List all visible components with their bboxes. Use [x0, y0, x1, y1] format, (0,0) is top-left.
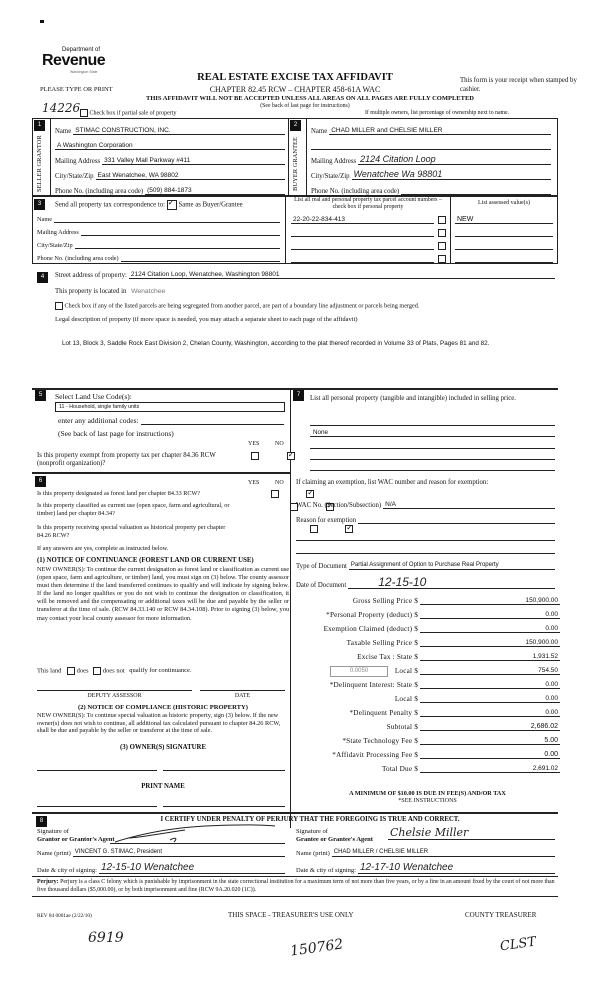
- exempt-question: Is this property exempt from property tax per chapter 84.36 RCW (nonprofit organization)?: [37, 452, 216, 467]
- gross-selling-price[interactable]: 150,900.00: [420, 597, 560, 605]
- amount-row: Local $ 0.00: [394, 695, 558, 703]
- please-type: PLEASE TYPE OR PRINT: [40, 86, 113, 93]
- land-use-see-back: (See back of last page for instructions): [58, 429, 174, 438]
- amount-row: Subtotal $ 2,686.02: [386, 723, 558, 731]
- notice-1-text: NEW OWNER(S): To continue the current designation as forest land or classification as current use (open space, farm and agriculture, or timber) land, you must sign on (3) below. The county assessor must then determine if the land transferred continues to qualify and will indicate by signing below. If the land no longer qualifies or you do not wish to continue the designation or classification, it will be removed and the compensating or additional taxes will be due and payable by the seller or transferor at the time of sale. (RCW 84.33.140 or RCW 84.34.108). Prior to signing (3) below, you may contact your local county assessor for more information.: [37, 566, 289, 622]
- wac-input[interactable]: N/A: [383, 501, 555, 509]
- personal-property-deduct[interactable]: 0.00: [420, 611, 560, 619]
- multiple-owners: If multiple owners, list percentage of ownership next to name.: [365, 110, 510, 116]
- assessed-value[interactable]: [455, 255, 553, 263]
- date-label: DATE: [234, 693, 251, 699]
- seller-side-label: SELLER GRANTOR: [36, 135, 43, 193]
- buyer-side-label: BUYER GRANTEE: [292, 137, 299, 191]
- logo-main: Revenue: [42, 52, 106, 69]
- amount-row: *Delinquent Penalty $ 0.00: [349, 709, 558, 717]
- same-as-buyer-checkbox[interactable]: [167, 200, 177, 210]
- if-yes-text: If any answers are yes, complete as instructed below.: [37, 545, 169, 552]
- receipt-note: This form is your receipt when stamped by cashier.: [460, 77, 577, 93]
- total-due[interactable]: 2,691.02: [420, 765, 560, 773]
- section-3-num: 3: [34, 199, 45, 210]
- logo-top: Department of: [62, 47, 101, 53]
- grantor-sig-label: Signature of Grantor or Grantor's Agent: [37, 828, 115, 843]
- assessed-list: [455, 211, 553, 263]
- notice-1-title: (1) NOTICE OF CONTINUANCE (FOREST LAND OR CURRENT USE): [37, 557, 254, 564]
- scan-mark: [40, 20, 44, 23]
- section-6-num: 6: [35, 476, 46, 487]
- handwritten-6919: 6919: [88, 930, 124, 946]
- forest-question: Is this property designated as forest land per chapter 84.33 RCW?: [37, 490, 201, 497]
- grantor-name-row: Name (print) VINCENT G. STIMAC, President: [37, 849, 285, 857]
- grantee-date-city[interactable]: 12-17-10 Wenatchee: [358, 862, 555, 874]
- subtotal[interactable]: 2,686.02: [420, 723, 560, 731]
- does-not-checkbox[interactable]: [93, 667, 101, 675]
- see-instructions: *SEE INSTRUCTIONS: [398, 798, 457, 804]
- form-chapter: CHAPTER 82.45 RCW – CHAPTER 458-61A WAC: [209, 85, 381, 94]
- amount-row: Local $ 754.50: [394, 667, 558, 675]
- historic-no-checkbox[interactable]: [345, 525, 353, 533]
- amount-row: Taxable Selling Price $ 150,900.00: [346, 639, 558, 647]
- handwritten-number: 14226: [42, 101, 81, 115]
- handwritten-clst: CLST: [499, 934, 538, 955]
- seller-name2[interactable]: A Washington Corporation: [55, 142, 285, 150]
- this-land-row: This land does does not qualify for continuance.: [37, 667, 192, 675]
- form-revision: REV 84 0001ae (2/22/10): [37, 913, 92, 919]
- assessed-value[interactable]: NEW: [455, 216, 553, 224]
- personal-property-label: List all personal property (tangible and intangible) included in selling price.: [310, 395, 516, 402]
- amount-row: *Affidavit Processing Fee $ 0.00: [332, 751, 558, 759]
- grantor-name-print[interactable]: VINCENT G. STIMAC, President: [73, 849, 285, 857]
- personal-property-checkbox[interactable]: [438, 229, 446, 237]
- seller-fields: Name STIMAC CONSTRUCTION, INC. A Washington Corporation Mailing Address 331 Valley Mall Parkway #411 City/State/Zip East Wenatchee, WA 98802 Phone No. (including area code) (509) 884-1873: [55, 120, 285, 195]
- reason-input[interactable]: [358, 516, 555, 524]
- buyer-name2[interactable]: [311, 142, 551, 150]
- assessed-value[interactable]: [455, 242, 553, 250]
- treasurer-use: THIS SPACE - TREASURER'S USE ONLY: [228, 911, 354, 919]
- state-technology-fee[interactable]: 5.00: [420, 737, 560, 745]
- handwritten-150762: 150762: [289, 936, 345, 960]
- section-2-num: 2: [290, 120, 301, 131]
- grantee-sig-label: Signature of Grantee or Grantee's Agent: [296, 828, 373, 843]
- section-5-num: 5: [35, 390, 46, 401]
- partial-sale-checkbox[interactable]: [80, 109, 88, 117]
- doc-date-row: Date of Document 12-15-10: [296, 575, 555, 589]
- grantor-date-row: Date & city of signing: 12-15-10 Wenatchee: [37, 862, 285, 874]
- no-header: NO: [275, 441, 284, 447]
- forest-yes-checkbox[interactable]: [271, 490, 279, 498]
- amount-row: *Personal Property (deduct) $ 0.00: [326, 611, 558, 619]
- assessed-value[interactable]: [455, 229, 553, 237]
- grantor-signature[interactable]: [110, 822, 285, 844]
- parcel-row: 22-20-22-834-413: [291, 211, 446, 224]
- assessed-header: List assessed value(s): [478, 200, 530, 206]
- exempt-yes-checkbox[interactable]: [251, 452, 259, 460]
- partial-sale-label: Check box if partial sale of property: [89, 110, 177, 117]
- seller-city[interactable]: East Wenatchee, WA 98802: [96, 172, 285, 180]
- land-use-code-select[interactable]: 11 - Household, single family units: [55, 402, 285, 412]
- amount-row: Gross Selling Price $ 150,900.00: [352, 597, 558, 605]
- buyer-fields: Name CHAD MILLER and CHELSIE MILLER Mailing Address 2124 Citation Loop City/State/Zip Wenatchee Wa 98801 Phone No. (including area code): [311, 120, 551, 195]
- owner-signature-title: (3) OWNER(S) SIGNATURE: [120, 744, 206, 751]
- buyer-phone[interactable]: [401, 187, 551, 195]
- s6-yes-header: YES: [248, 480, 260, 486]
- buyer-mailing[interactable]: 2124 Citation Loop: [358, 154, 551, 165]
- dor-logo: [40, 45, 130, 75]
- forest-no-checkbox[interactable]: [306, 490, 314, 498]
- parcel-header: List all real and personal property tax parcel account numbers – check box if personal property: [294, 197, 442, 210]
- section-7-num: 7: [293, 390, 304, 401]
- excise-tax-local[interactable]: 754.50: [420, 667, 560, 675]
- logo-sub: Washington State: [70, 70, 98, 74]
- correspondence-label: Send all property tax correspondence to: ✓ Same as Buyer/Grantee: [55, 200, 243, 210]
- grantor-date-city[interactable]: 12-15-10 Wenatchee: [99, 862, 285, 874]
- personal-property-checkbox[interactable]: [438, 216, 446, 224]
- perjury-notice: Perjury: Perjury is a class C felony which is punishable by imprisonment in the state correctional institution for a maximum term of not more than five years, or by a fine in an amount fixed by the court of not more than five thousand dollars ($5,000.00), or by both imprisonment and fine (RCW 9A.20.020 (1C)).: [37, 879, 555, 893]
- buyer-city[interactable]: Wenatchee Wa 98801: [352, 169, 551, 180]
- print-name-label: PRINT NAME: [141, 783, 185, 790]
- parcel-list: [291, 211, 446, 263]
- correspondence-fields: Name Mailing Address City/State/Zip Phone No. (including area code): [37, 210, 280, 262]
- grantee-date-row: Date & city of signing: 12-17-10 Wenatchee: [296, 862, 555, 874]
- amount-row: Total Due $ 2,691.02: [381, 765, 558, 773]
- seller-mailing[interactable]: 331 Valley Mall Parkway #411: [102, 157, 285, 165]
- located-row: This property is located in Wenatchee: [55, 288, 166, 295]
- delinquent-interest-local[interactable]: 0.00: [420, 695, 560, 703]
- exempt-no-checkbox[interactable]: [287, 452, 295, 460]
- taxable-selling-price[interactable]: 150,900.00: [420, 639, 560, 647]
- grantee-name-row: Name (print) CHAD MILLER / CHELSIE MILLER: [296, 849, 555, 857]
- segregated-checkbox[interactable]: [55, 302, 63, 310]
- county-treasurer: COUNTY TREASURER: [465, 911, 537, 919]
- form-title: REAL ESTATE EXCISE TAX AFFIDAVIT: [197, 72, 393, 83]
- excise-tax-state[interactable]: 1,931.52: [420, 653, 560, 661]
- yes-header: YES: [248, 441, 260, 447]
- exemption-label: If claiming an exemption, list WAC number and reason for exemption:: [296, 479, 489, 486]
- historic-yes-checkbox[interactable]: [310, 525, 318, 533]
- grantee-name-print[interactable]: CHAD MILLER / CHELSIE MILLER: [332, 849, 555, 857]
- grantee-signature[interactable]: Chelsie Miller: [388, 826, 555, 840]
- deputy-assessor-label: DEPUTY ASSESSOR: [87, 693, 142, 699]
- located-value[interactable]: Wenatchee: [131, 288, 166, 295]
- corr-name[interactable]: [54, 215, 280, 223]
- local-rate-box: 0.0050: [330, 666, 388, 677]
- additional-codes-input[interactable]: [141, 417, 284, 425]
- doc-type-row: Type of Document Partial Assignment of Option to Purchase Real Property: [296, 562, 555, 570]
- notice-2-title: (2) NOTICE OF COMPLIANCE (HISTORIC PROPERTY): [78, 704, 248, 711]
- parcel-row: [291, 237, 446, 250]
- minimum-note: A MINIMUM OF $10.00 IS DUE IN FEE(S) AND/OR TAX: [349, 790, 506, 797]
- affidavit-processing-fee[interactable]: 0.00: [420, 751, 560, 759]
- parcel-row: [291, 224, 446, 237]
- land-use-label: Select Land Use Code(s):: [55, 392, 132, 401]
- amount-row: *Delinquent Interest: State $ 0.00: [329, 681, 558, 689]
- certify-text: I CERTIFY UNDER PENALTY OF PERJURY THAT THE FOREGOING IS TRUE AND CORRECT.: [160, 816, 460, 823]
- additional-codes: enter any additional codes:: [58, 416, 284, 425]
- legal-label: Legal description of property (if more space is needed, you may attach a separate sheet to each page of the affidavit): [55, 316, 358, 323]
- notice-2-text: NEW OWNER(S): To continue special valuation as historic property, sign (3) below. If the new owner(s) does not wish to continue, all additional tax calculated pursuant to chapter 84.26 RCW, shall be due and payable by the seller or transferor at the time of sale.: [37, 712, 281, 735]
- amount-row: Excise Tax : State $ 1,931.52: [357, 653, 558, 661]
- doc-type-input[interactable]: Partial Assignment of Option to Purchase Real Property: [349, 562, 555, 570]
- section-8-num: 8: [36, 816, 47, 827]
- current-use-question: Is this property classified as current use (open space, farm and agricultural, or timber) land per chapter 84.34?: [37, 502, 230, 517]
- doc-date-input[interactable]: 12-15-10: [348, 576, 555, 589]
- parcel-row: [291, 250, 446, 263]
- section-4-num: 4: [37, 272, 48, 283]
- does-checkbox[interactable]: [67, 667, 75, 675]
- corr-mailing[interactable]: [81, 228, 280, 236]
- owner-sig-line: [37, 770, 157, 771]
- seller-phone[interactable]: (509) 884-1873: [145, 187, 285, 195]
- see-back: (See back of last page for instructions): [260, 103, 350, 109]
- personal-property-checkbox[interactable]: [438, 255, 446, 263]
- personal-property-checkbox[interactable]: [438, 242, 446, 250]
- wac-row: WAC No. (Section/Subsection) N/A: [296, 501, 555, 509]
- warning-text: THIS AFFIDAVIT WILL NOT BE ACCEPTED UNLESS ALL AREAS ON ALL PAGES ARE FULLY COMPLETED: [146, 95, 474, 102]
- segregated-row[interactable]: Check box if any of the listed parcels are being segregated from another parcel, are part of a boundary line adjustment or parcels being merged.: [55, 302, 419, 310]
- street-address-row: Street address of property: 2124 Citation Loop, Wenatchee, Washington 98801: [55, 271, 555, 279]
- partial-sale[interactable]: [80, 109, 176, 117]
- amount-row: Exemption Claimed (deduct) $ 0.00: [323, 625, 558, 633]
- historic-question: Is this property receiving special valuation as historical property per chapter 84.26 RCW?: [37, 524, 226, 539]
- buyer-name[interactable]: CHAD MILLER and CHELSIE MILLER: [329, 127, 551, 135]
- reason-row: Reason for exemption: [296, 516, 555, 524]
- corr-phone[interactable]: [121, 254, 280, 262]
- legal-description[interactable]: Lot 13, Block 3, Saddle Rock East Division 2, Chelan County, Washington, according to the plat thereof recorded in Volume 33 of Plats, Pages 81 and 82.: [62, 340, 490, 347]
- seller-name[interactable]: STIMAC CONSTRUCTION, INC.: [73, 127, 285, 135]
- street-address[interactable]: 2124 Citation Loop, Wenatchee, Washington 98801: [129, 271, 555, 279]
- delinquent-interest-state[interactable]: 0.00: [420, 681, 560, 689]
- s6-no-header: NO: [275, 480, 284, 486]
- exemption-claimed[interactable]: 0.00: [420, 625, 560, 633]
- amount-row: *State Technology Fee $ 5.00: [342, 737, 558, 745]
- delinquent-penalty[interactable]: 0.00: [420, 709, 560, 717]
- section-1-num: 1: [34, 120, 45, 131]
- personal-property-value[interactable]: None: [310, 429, 555, 437]
- corr-city[interactable]: [75, 241, 280, 249]
